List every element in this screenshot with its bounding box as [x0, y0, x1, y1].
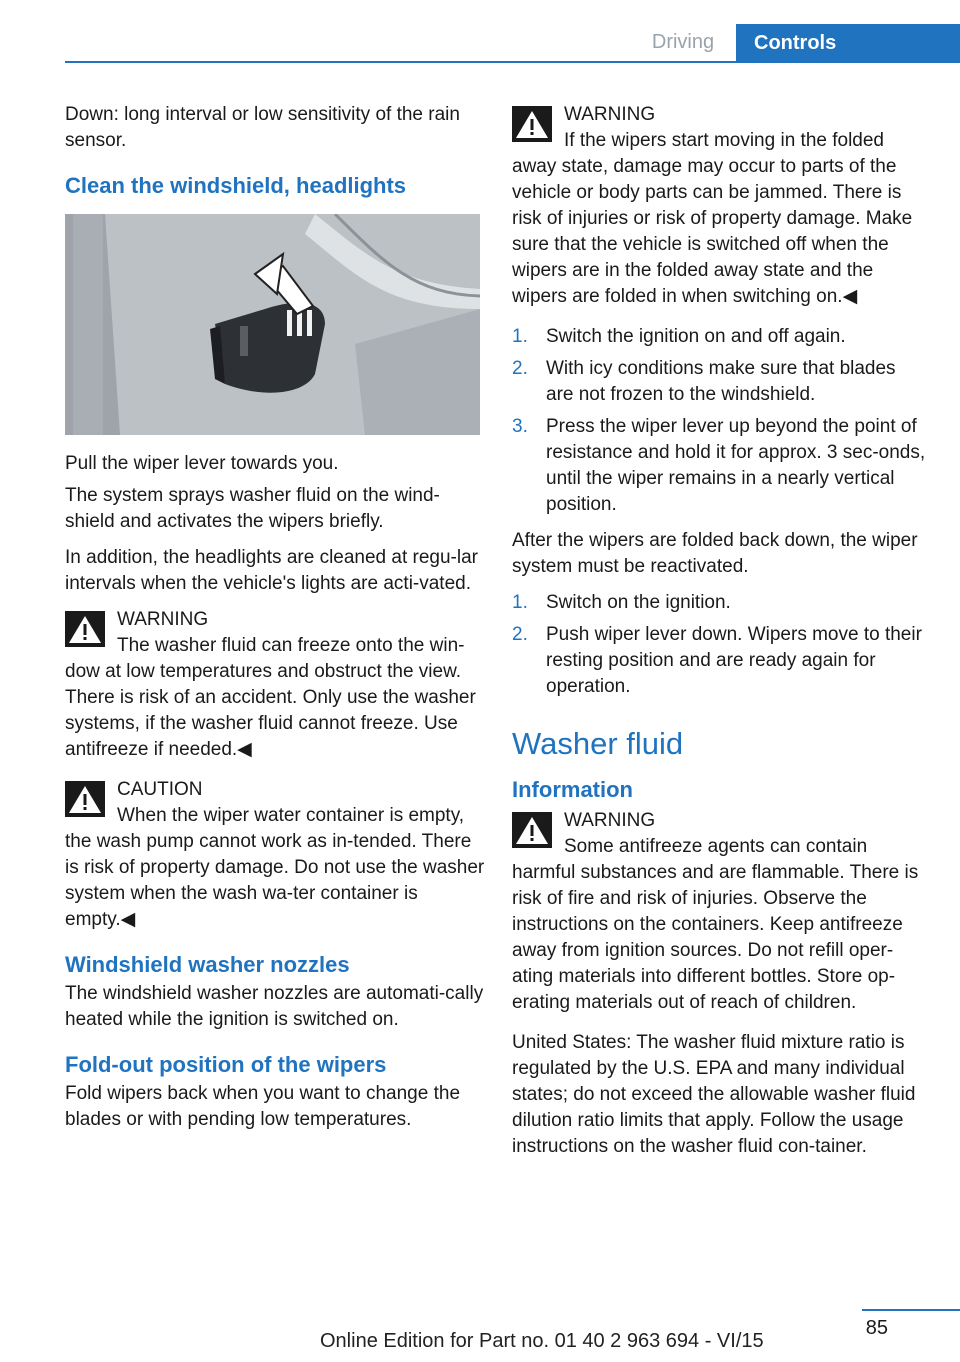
warning-title: WARNING	[117, 609, 209, 630]
caution-title: CAUTION	[117, 779, 203, 800]
heading-information: Information	[512, 777, 633, 802]
headlights-paragraph: In addition, the headlights are cleaned at regu‐lar intervals when the vehicle's lights are acti‐vated.	[65, 547, 478, 594]
heading-fold-out-position: Fold-out position of the wipers	[65, 1052, 387, 1077]
warning-freeze-block	[65, 607, 485, 763]
heading-washer-fluid: Washer fluid	[512, 726, 684, 761]
warning-text: The washer fluid can freeze onto the win‐dow at low temperatures and obstruct the view. There is risk of an accident. Only use the washer systems, if the washer fluid cannot freeze. Use antifreeze if needed.◀	[65, 635, 476, 760]
list-item: 3. Press the wiper lever up beyond the point of resistance and hold it for approx. 3 sec‐onds, until the wiper remains in a nearly vertical position.	[512, 416, 926, 515]
intro-paragraph: Down: long interval or low sensitivity of the rain sensor.	[65, 104, 460, 151]
right-column	[512, 102, 928, 1170]
warning-title: WARNING	[564, 104, 656, 125]
header-section-tab: Driving	[651, 31, 715, 53]
list-item: 2. Push wiper lever down. Wipers move to their resting position and are ready again for operation.	[512, 624, 922, 697]
fold-out-paragraph: Fold wipers back when you want to change the blades or with pending low temperatures.	[65, 1083, 461, 1130]
fold-out-steps-list	[512, 324, 928, 518]
edition-footer: Online Edition for Part no. 01 40 2 963 694 - VI/15	[320, 1330, 764, 1352]
warning-folded-wipers-block	[512, 102, 928, 310]
list-item: 1. Switch on the ignition.	[512, 592, 731, 613]
sprays-paragraph: The system sprays washer fluid on the wind‐shield and activates the wipers briefly.	[65, 485, 440, 532]
warning-title: WARNING	[564, 810, 656, 831]
warning-triangle-icon	[65, 611, 105, 647]
caution-text: When the wiper water container is empty, the wash pump cannot work as in‐tended. There is risk of property damage. Do not use the washer system when the wash wa‐ter container is empty.◀	[65, 805, 485, 930]
footer-divider	[862, 1309, 960, 1311]
caution-empty-container-block	[65, 777, 485, 933]
warning-text: Some antifreeze agents can contain harmful substances and are flammable. There is risk of fire and risk of injuries. Observe the instructions on the containers. Keep antifreeze away from ignition sources. Do not refill oper‐ating materials into different bottles. Store op‐erating materials out of reach of children.	[512, 836, 919, 1013]
page-number: 85	[865, 1317, 888, 1339]
heading-clean-windshield: Clean the windshield, headlights	[65, 173, 407, 198]
warning-text: If the wipers start moving in the folded away state, damage may occur to parts of the vehicle or body parts can be jammed. There is risk of injuries or risk of property damage. Make sure that the vehicle is switched off when the wipers are in the folded away state and the wipers are folded in when switching on.◀	[512, 130, 913, 307]
pull-lever-paragraph: Pull the wiper lever towards you.	[65, 453, 339, 474]
nozzles-paragraph: The windshield washer nozzles are automati‐cally heated while the ignition is switched on.	[65, 983, 484, 1030]
warning-triangle-icon	[512, 106, 552, 142]
us-regulation-paragraph: United States: The washer fluid mixture ratio is regulated by the U.S. EPA and many individual states; do not exceed the allowable washer fluid dilution ratio limits that apply. Follow the usage instructions on the washer fluid con‐tainer.	[512, 1032, 916, 1157]
header-chapter-tab: Controls	[736, 24, 960, 63]
warning-triangle-icon	[65, 781, 105, 817]
list-item: 2. With icy conditions make sure that blades are not frozen to the windshield.	[512, 358, 896, 405]
reactivate-steps-list	[512, 590, 928, 700]
header-divider	[65, 61, 960, 63]
warning-antifreeze-block	[512, 808, 928, 1016]
list-item: 1. Switch the ignition on and off again.	[512, 326, 846, 347]
wiper-lever-illustration	[65, 214, 480, 435]
heading-washer-nozzles: Windshield washer nozzles	[65, 952, 350, 977]
left-column	[65, 102, 485, 1143]
reactivate-paragraph: After the wipers are folded back down, the wiper system must be reactivated.	[512, 530, 918, 577]
warning-triangle-icon	[512, 812, 552, 848]
wiper-lever-photo	[65, 214, 480, 435]
